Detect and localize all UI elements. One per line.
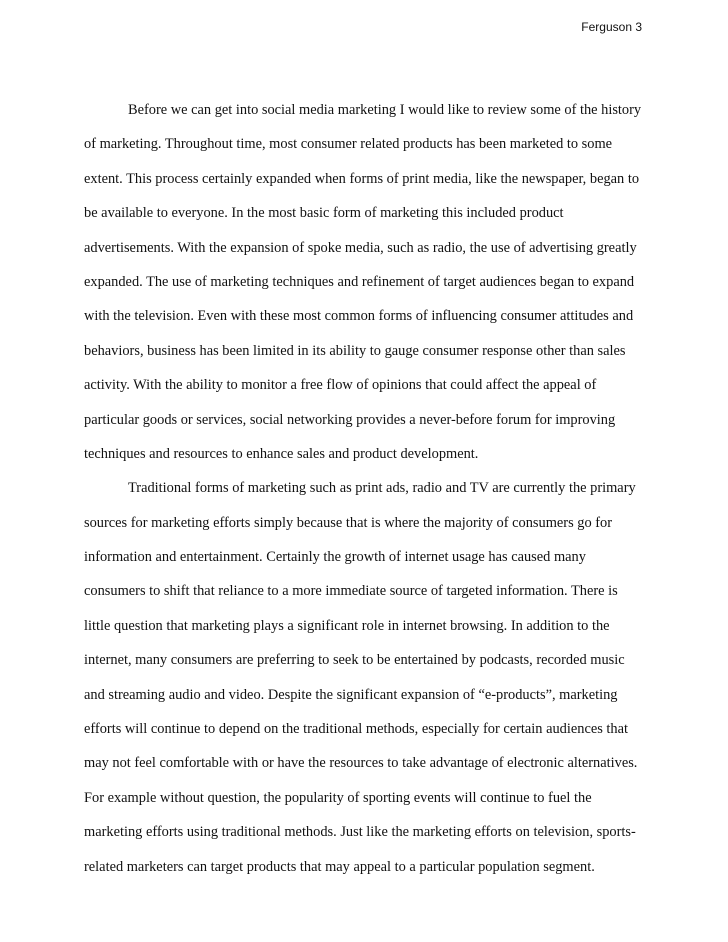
paragraph-line: little question that marketing plays a significant role in internet browsing. In addition to the <box>84 617 610 634</box>
paragraph-line: related marketers can target products that may appeal to a particular population segment. <box>84 858 595 875</box>
paragraph-line: sources for marketing efforts simply because that is where the majority of consumers go for <box>84 514 613 531</box>
body-text <box>84 93 644 884</box>
paragraph-line: behaviors, business has been limited in its ability to gauge consumer response other than sales <box>84 342 626 359</box>
paragraph-line: techniques and resources to enhance sales and product development. <box>84 445 479 462</box>
paragraph-line: Before we can get into social media marketing I would like to review some of the history <box>128 102 642 118</box>
paragraph-line: extent. This process certainly expanded when forms of print media, like the newspaper, began to <box>84 170 640 187</box>
paragraph-line: may not feel comfortable with or have the resources to take advantage of electronic alternatives. <box>84 755 638 772</box>
paragraph-line: with the television. Even with these most common forms of influencing consumer attitudes and <box>84 308 634 325</box>
paragraph-line: and streaming audio and video. Despite the significant expansion of “e-products”, marketing <box>84 686 618 703</box>
paragraph-line: marketing efforts using traditional methods. Just like the marketing efforts on television, sports- <box>84 824 636 841</box>
paragraph-line: Traditional forms of marketing such as print ads, radio and TV are currently the primary <box>128 480 636 497</box>
paragraph-line: consumers to shift that reliance to a more immediate source of targeted information. There is <box>84 583 618 600</box>
paragraph-line: internet, many consumers are preferring to seek to be entertained by podcasts, recorded music <box>84 652 625 669</box>
paragraph-line: For example without question, the popularity of sporting events will continue to fuel the <box>84 789 592 806</box>
running-head: Ferguson 3 <box>581 20 642 34</box>
paragraph-line: information and entertainment. Certainly the growth of internet usage has caused many <box>84 549 586 566</box>
paragraph-line: activity. With the ability to monitor a free flow of opinions that could affect the appeal of <box>84 377 597 394</box>
paragraph-line: be available to everyone. In the most basic form of marketing this included product <box>84 205 564 222</box>
paragraph-line: particular goods or services, social networking provides a never-before forum for improving <box>84 411 616 428</box>
paragraph-line: advertisements. With the expansion of spoke media, such as radio, the use of advertising greatly <box>84 239 637 256</box>
paragraph-1 <box>84 93 644 471</box>
paragraph-line: expanded. The use of marketing techniques and refinement of target audiences began to expand <box>84 273 635 290</box>
paragraph-line: of marketing. Throughout time, most consumer related products has been marketed to some <box>84 136 613 153</box>
paragraph-2 <box>84 471 644 884</box>
paragraph-line: efforts will continue to depend on the traditional methods, especially for certain audiences that <box>84 721 629 738</box>
